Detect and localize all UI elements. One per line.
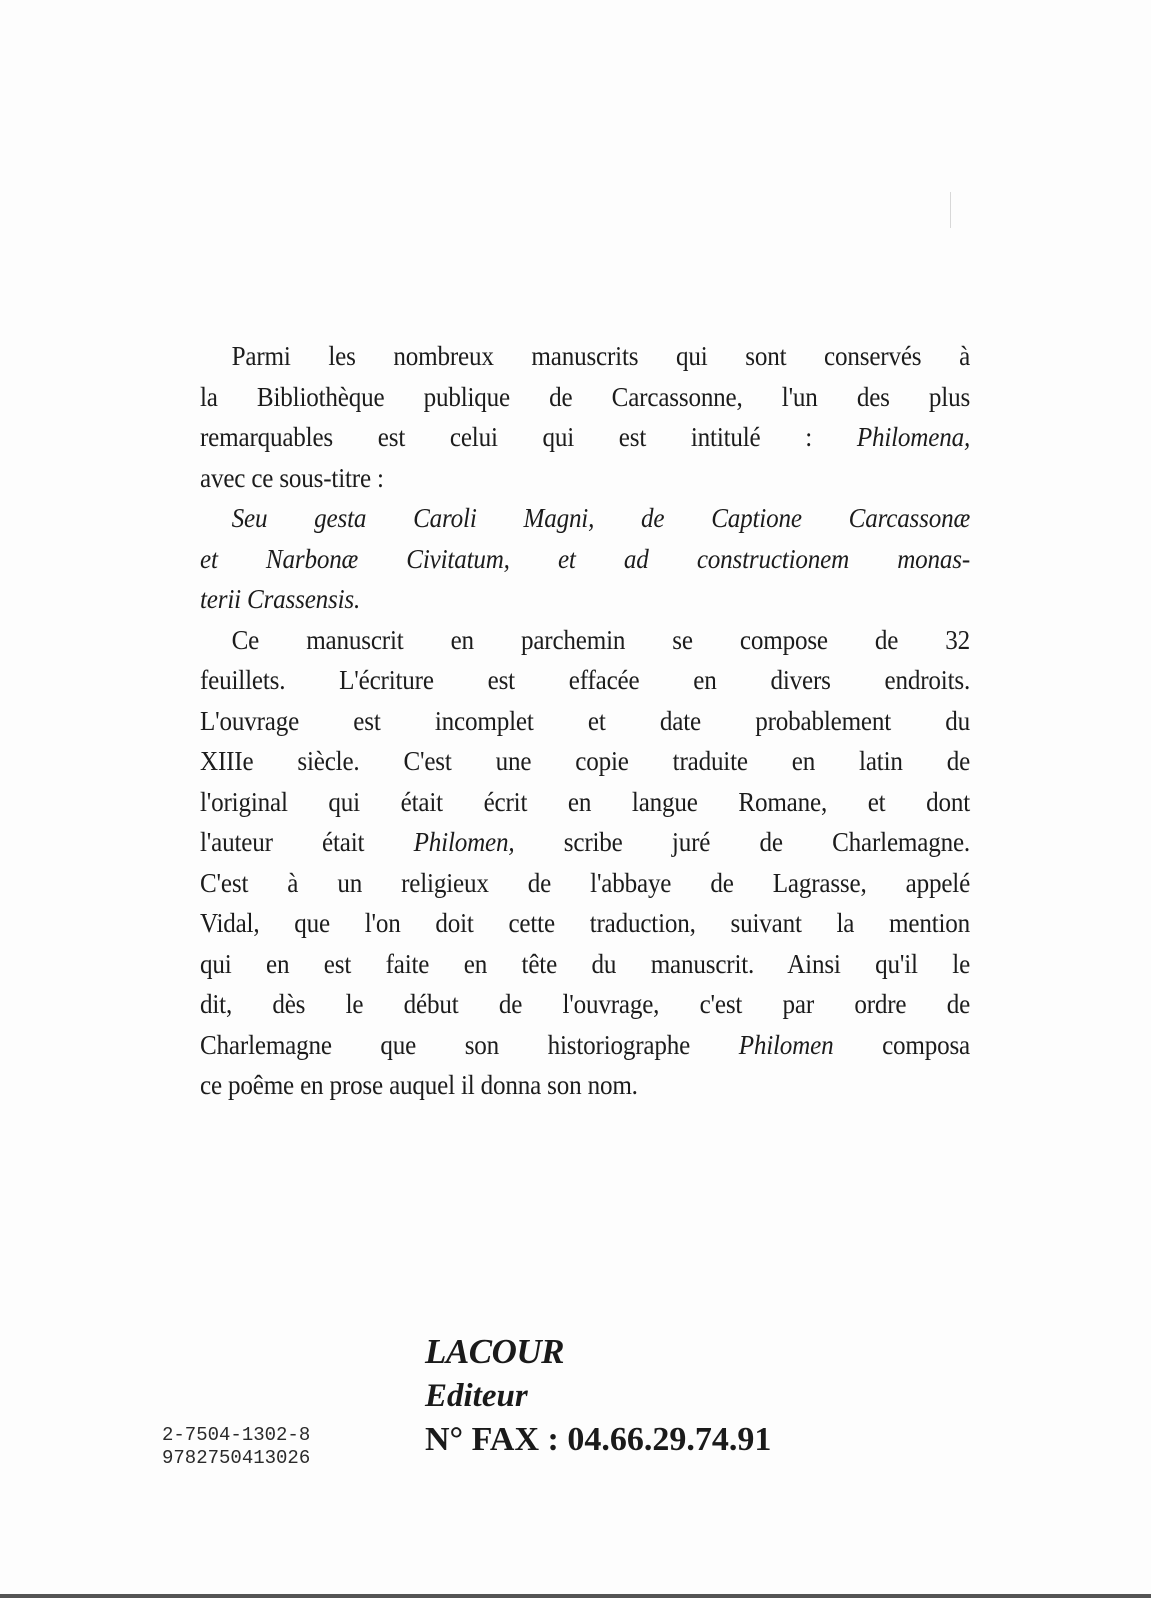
paragraph-line: l'original qui était écrit en langue Romane, et dont — [200, 786, 971, 817]
line-text: Charlemagne que son historiographe — [200, 1029, 739, 1060]
isbn-10: 2-7504-1302-8 — [162, 1424, 311, 1446]
paragraph-line — [200, 1025, 970, 1066]
paragraph-line: Parmi les nombreux manuscrits qui sont conservés à — [231, 341, 971, 371]
latin-subtitle-line: et Narbonæ Civitatum, et ad constructionem monas- — [200, 543, 971, 574]
isbn-13: 9782750413026 — [162, 1447, 311, 1469]
author-name: Philomen, — [413, 827, 515, 857]
publisher-role: Editeur — [425, 1378, 528, 1414]
author-name: Philomen — [738, 1029, 834, 1060]
paragraph-line: dit, dès le début de l'ouvrage, c'est par ordre de — [200, 989, 971, 1019]
paragraph-line: Vidal, que l'on doit cette traduction, suivant la mention — [200, 908, 971, 938]
line-text: scribe juré de Charlemagne. — [514, 827, 971, 857]
paragraph-line: avec ce sous-titre : — [200, 462, 384, 493]
latin-subtitle-line: Seu gesta Caroli Magni, de Captione Carcassonæ — [231, 503, 971, 533]
paragraph-line: feuillets. L'écriture est effacée en divers endroits. — [200, 665, 971, 695]
isbn-block — [162, 1424, 310, 1470]
paragraph-line — [200, 417, 970, 458]
publisher-block — [425, 1330, 771, 1462]
paragraph-line — [200, 822, 970, 863]
paragraph-line: L'ouvrage est incomplet et date probablement du — [200, 705, 971, 736]
scan-bottom-edge — [0, 1594, 1151, 1598]
publisher-name: LACOUR — [425, 1332, 564, 1371]
publisher-fax: N° FAX : 04.66.29.74.91 — [425, 1421, 772, 1458]
scan-mark — [950, 192, 951, 228]
latin-subtitle-line: terii Crassensis. — [200, 584, 361, 614]
line-text: remarquables est celui qui est intitulé : — [200, 422, 857, 452]
line-text: l'auteur était — [200, 827, 414, 857]
manuscript-title: Philomena, — [856, 422, 971, 452]
paragraph-line: la Bibliothèque publique de Carcassonne, l'un des plus — [200, 381, 971, 412]
paragraph-line: C'est à un religieux de l'abbaye de Lagrasse, appelé — [200, 867, 971, 898]
line-text: composa — [833, 1029, 971, 1060]
paragraph-line: XIIIe siècle. C'est une copie traduite en latin de — [200, 746, 971, 776]
paragraph-line: ce poême en prose auquel il donna son nom. — [200, 1070, 638, 1100]
paragraph-line: qui en est faite en tête du manuscrit. Ainsi qu'il le — [200, 948, 971, 979]
description-text — [200, 336, 970, 1106]
paragraph-line: Ce manuscrit en parchemin se compose de 32 — [231, 624, 971, 655]
